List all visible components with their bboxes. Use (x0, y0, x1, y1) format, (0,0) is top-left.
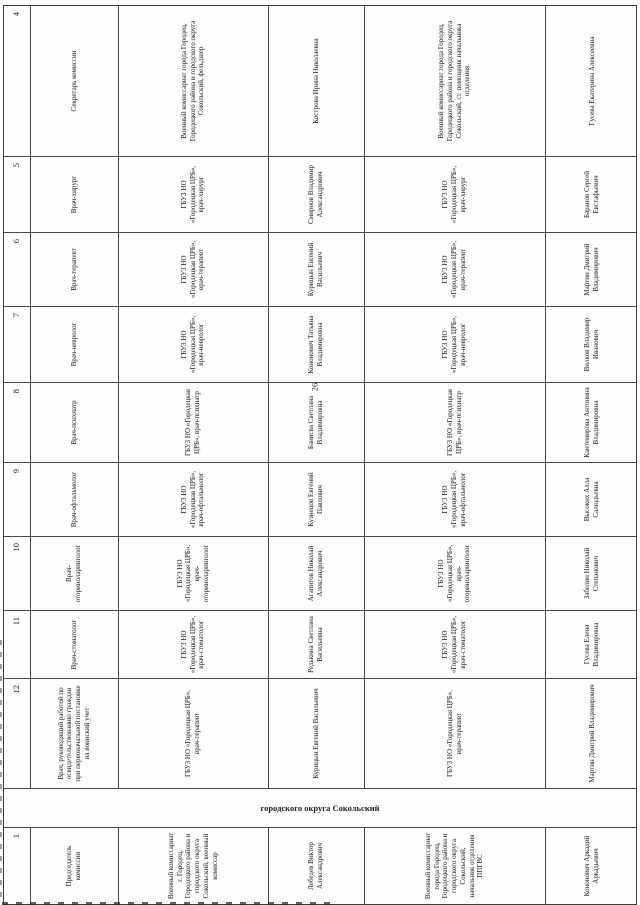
reserve-name-text: Мартин Дмитрий Владимирович (587, 684, 596, 783)
row-number: 5 (11, 163, 22, 168)
table-row (4, 827, 636, 904)
row-number-cell (4, 463, 30, 536)
main-org-cell (118, 828, 268, 904)
reserve-name-text: Кантемирова Антонина Владимировна (583, 387, 600, 458)
main-name-text: Лебедев Виктор Александрович (307, 842, 324, 890)
table-row (4, 610, 636, 678)
reserve-name-cell (545, 383, 636, 462)
reserve-org-text: ГБУЗ НО «Городецкая ЦРБ», врач-оториноларинголог (437, 544, 472, 603)
reserve-org-text: ГБУЗ НО «Городецкая ЦРБ», врач-психиатр (445, 388, 463, 457)
main-org-text: Военный комиссариат города Городец, Городецкого района и городского округа Сокольский, фельдшер (179, 20, 206, 142)
reserve-org-cell (364, 679, 545, 788)
position-text: Председатель комиссии (65, 845, 82, 887)
row-number-cell (4, 6, 30, 156)
reserve-org-text: ГБУЗ НО «Городецкая ЦРБ», врач-хирург (441, 165, 467, 224)
main-org-text: ГБУЗ НО «Городецкая ЦРБ», врач-хирург (179, 165, 206, 224)
main-name-text: Агапитов Николай Александрович (307, 545, 324, 602)
reserve-name-text: Гусева Екатерина Алексеевна (587, 36, 596, 126)
reserve-org-text: ГБУЗ НО «Городецкая ЦРБ», врач-невролог (441, 315, 467, 374)
row-number-cell (4, 537, 30, 610)
reserve-name-text: Баранов Сергей Евстафьевич (583, 170, 600, 219)
main-org-cell (118, 157, 268, 232)
main-org-cell (118, 679, 268, 788)
position-text: Врач, руководящий работой по освидетельствованию граждан при первоначальной постановке на воинский учет (56, 685, 91, 782)
reserve-name-cell (545, 157, 636, 232)
main-org-text: ГБУЗ НО «Городецкая ЦРБ», врач-терапевт (179, 240, 206, 299)
main-name-cell (268, 537, 364, 610)
position-cell (30, 679, 118, 788)
reserve-org-cell (364, 307, 545, 382)
reserve-name-cell (545, 679, 636, 788)
table-row (4, 156, 636, 232)
row-number: 8 (11, 389, 22, 394)
main-name-cell (268, 233, 364, 306)
position-cell (30, 463, 118, 536)
main-name-text: Кононович Татьяна Владимировна (307, 315, 324, 374)
main-name-text: Кузнецов Евгений Павлович (307, 472, 324, 527)
main-name-text: Банисва Светлана Владимировна (307, 395, 324, 450)
row-number-cell (4, 233, 30, 306)
page-number: 26 (309, 382, 320, 392)
main-org-text: ГБУЗ НО «Городецкая ЦРБ», врач-стоматолог (179, 615, 206, 674)
reserve-name-cell (545, 307, 636, 382)
reserve-name-text: Гусева Елена Владимировна (583, 622, 600, 667)
position-text: Врач-невролог (69, 322, 78, 367)
reserve-org-cell (364, 6, 545, 156)
main-name-cell (268, 611, 364, 678)
position-text: Врач-терапевт (69, 248, 78, 291)
reserve-org-cell (364, 828, 545, 904)
row-number: 6 (11, 239, 22, 244)
table-row (4, 232, 636, 306)
main-name-cell (268, 828, 364, 904)
main-name-text: Курицын Евгений Васильевич (307, 242, 324, 297)
reserve-name-text: Забелин Николай Степанович (583, 547, 600, 600)
row-number-cell (4, 828, 30, 904)
main-name-text: Кострова Ирина Николаевна (311, 38, 320, 124)
reserve-org-text: ГБУЗ НО «Городецкая ЦРБ», врач-стоматолог (441, 615, 467, 674)
position-cell (30, 611, 118, 678)
reserve-name-cell (545, 537, 636, 610)
reserve-name-cell (545, 828, 636, 904)
section-header: городского округа Сокольский (260, 803, 380, 813)
main-org-cell (118, 463, 268, 536)
section-header-row (4, 788, 636, 827)
row-number: 9 (11, 469, 22, 474)
main-name-cell (268, 679, 364, 788)
row-number-cell (4, 679, 30, 788)
reserve-org-text: ГБУЗ НО «Городецкая ЦРБ», врач-терапевт (445, 689, 463, 778)
row-number-cell (4, 383, 30, 462)
main-name-cell (268, 383, 364, 462)
main-org-text: ГБУЗ НО «Городецкая ЦРБ», врач-терапевт (184, 689, 201, 778)
row-number: 7 (11, 313, 22, 318)
table-row (4, 678, 636, 788)
reserve-org-text: ГБУЗ НО «Городецкая ЦРБ», врач-терапевт (441, 240, 467, 299)
main-name-cell (268, 463, 364, 536)
table-row (4, 6, 636, 156)
position-text: Секретарь комиссии (69, 50, 78, 112)
main-org-cell (118, 6, 268, 156)
reserve-org-text: ГБУЗ НО «Городецкая ЦРБ», врач-офтальмолог (441, 470, 467, 529)
reserve-org-cell (364, 463, 545, 536)
main-org-cell (118, 537, 268, 610)
position-text: Врач-офтальмолог (69, 471, 78, 528)
main-name-cell (268, 157, 364, 232)
row-number: 1 (11, 834, 22, 839)
position-cell (30, 307, 118, 382)
scan-artifact-left-edge (0, 640, 2, 902)
reserve-org-cell (364, 537, 545, 610)
position-text: Врач-стоматолог (69, 619, 78, 670)
main-org-text: Военный комиссариат г. Городец, Городецкого района и городского округа Сокольский, военный комиссар (166, 832, 219, 900)
position-text: Врач-психиатр (69, 400, 78, 445)
reserve-name-cell (545, 611, 636, 678)
row-number: 4 (11, 12, 22, 17)
reserve-org-cell (364, 157, 545, 232)
reserve-name-cell (545, 463, 636, 536)
reserve-org-cell (364, 233, 545, 306)
position-cell (30, 537, 118, 610)
row-number-cell (4, 307, 30, 382)
reserve-name-text: Кононович Аркадий Аркадьевич (583, 835, 600, 897)
reserve-name-text: Высоких Алла Салюдьевна (583, 477, 600, 522)
reserve-org-cell (364, 611, 545, 678)
main-org-cell (118, 233, 268, 306)
reserve-name-text: Вилков Владимир Иванович (583, 317, 600, 372)
main-org-text: ГБУЗ НО «Городецкая ЦРБ», врач-психиатр (184, 388, 201, 457)
main-name-text: Редькина Светлана Васильевна (307, 616, 324, 673)
position-cell (30, 233, 118, 306)
table-row (4, 462, 636, 536)
position-text: Врач-оториноларинголог (65, 544, 82, 603)
table-row (4, 536, 636, 610)
row-number: 10 (11, 543, 22, 552)
reserve-org-text: Военный комиссариат города Городец, Городецкого района и городского округа Сокольский, ст. помощник начальника отделения (437, 20, 472, 142)
position-cell (30, 157, 118, 232)
main-name-cell (268, 6, 364, 156)
position-cell (30, 383, 118, 462)
row-number: 12 (11, 685, 22, 694)
reserve-name-cell (545, 233, 636, 306)
main-name-text: Смирнов Владимир Александрович (307, 165, 324, 224)
reserve-org-cell (364, 383, 545, 462)
reserve-name-cell (545, 6, 636, 156)
main-org-text: ГБУЗ НО «Городецкая ЦРБ», врач-невролог (179, 315, 206, 374)
row-number-cell (4, 611, 30, 678)
position-text: Врач-хирург (69, 175, 78, 214)
commission-table (3, 5, 637, 905)
row-number-cell (4, 157, 30, 232)
main-org-text: ГБУЗ НО «Городецкая ЦРБ», врач-оториноларинголог (175, 544, 210, 603)
position-cell (30, 6, 118, 156)
main-org-text: ГБУЗ НО «Городецкая ЦРБ», врач-офтальмолог (179, 470, 206, 529)
table-row (4, 382, 636, 462)
row-number: 11 (11, 617, 22, 626)
main-org-cell (118, 611, 268, 678)
reserve-org-text: Военный комиссариат города Городец, Городецкого района и городского округа Сокольский, начальник отделения ППГВС (423, 832, 485, 900)
main-org-cell (118, 383, 268, 462)
position-cell (30, 828, 118, 904)
main-org-cell (118, 307, 268, 382)
main-name-text: Курицын Евгений Васильевич (311, 688, 320, 779)
main-name-cell (268, 307, 364, 382)
reserve-name-text: Мартин Дмитрий Владимирович (583, 243, 600, 296)
table-row (4, 306, 636, 382)
